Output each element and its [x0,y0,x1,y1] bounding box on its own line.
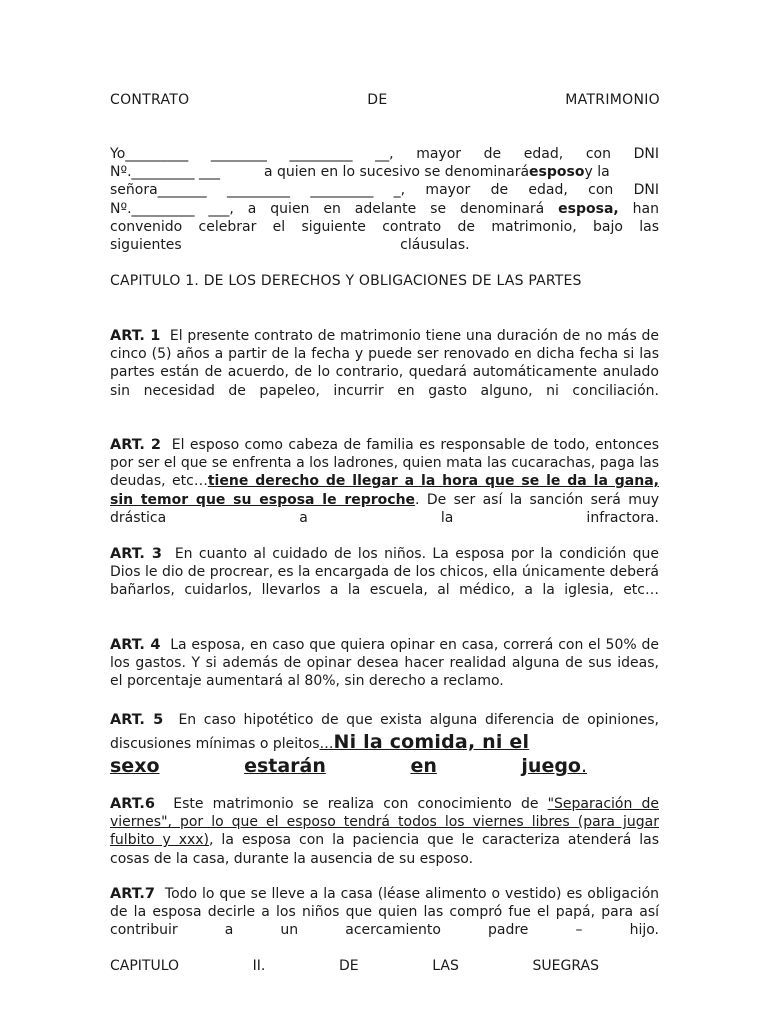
emphasis-line [110,755,581,777]
emphasis-word: juego [521,755,581,777]
article-label: ART. 3 [110,546,163,562]
article-emphasis: Ni la comida, ni el [333,731,530,753]
article-ellipsis: … [319,736,334,752]
article-label: ART. 4 [110,637,161,653]
intro-dni-blank: Nº._________ ___ [110,164,220,181]
intro-line [110,163,659,181]
title-word-de: DE [367,92,388,108]
emphasis-word: sexo [110,755,160,777]
article-text: Este matrimonio se realiza con conocimiento de [173,796,548,812]
article-label: ART. 1 [110,328,161,344]
article-text: Todo lo que se lleve a la casa (léase alimento o vestido) es obligación de la esposa decirle a los niños que quien las compró fue el papá, para así contribuir a un acercamiento padre – hijo. [110,886,660,939]
title-word-matrimonio: MATRIMONIO [565,92,660,108]
article-label: ART.7 [110,886,156,902]
chapter-word: CAPITULO [110,958,180,974]
article-underlined: "Separación de viernes", por lo que el esposo tendrá todos los viernes libres (para jugar fulbito y xxx) [110,796,659,849]
chapter-word: LAS [432,958,459,974]
chapter-word: SUEGRAS [532,958,599,974]
article-3 [110,545,659,600]
intro-line: Yo_________ ________ _________ __, mayor de edad, con DNI [110,146,659,162]
article-text: . De ser así la sanción será muy drástica a la infractora. [110,491,660,526]
article-text: La esposa, en caso que quiera opinar en casa, correrá con el 50% de los gastos. Y si además de opinar desea hacer realidad alguna de sus ideas, el porcentaje aumentará al 80%, sin derecho a reclamo. [110,637,660,690]
intro-text: han [618,200,659,217]
article-1 [110,327,659,400]
article-5-last-line [110,755,659,777]
term-esposa: esposa, [558,200,619,217]
intro-line [110,200,659,218]
emphasis-word: en [410,755,437,777]
article-text: El presente contrato de matrimonio tiene una duración de no más de cinco (5) años a partir de la fecha y puede ser renovado en dicha fecha si las partes están de acuerdo, de lo contrario, quedará automáticamente anulado sin necesidad de papeleo, incurrir en gasto alguno, ni conciliación. [110,328,659,399]
emphasis-end: . [581,755,588,777]
intro-text [110,236,659,254]
chapter-2-heading [110,958,599,974]
document-title [110,92,660,108]
article-label: ART.6 [110,796,156,812]
article-label: ART. 2 [110,437,162,453]
article-text: , la esposa con la paciencia que le caracteriza atenderá las cosas de la casa, durante la ausencia de su esposo. [110,832,659,867]
title-word-contrato: CONTRATO [110,92,190,108]
article-5-body [110,709,659,755]
chapter-word: II. [252,958,266,974]
intro-paragraph [110,145,659,254]
article-text: En cuanto al cuidado de los niños. La esposa por la condición que Dios le dio de procrear, es la encargada de los chicos, ella únicamente deberá bañarlos, cuidarlos, llevarlos a la escuela, al médico, a la iglesia, etc… [110,546,659,599]
article-label: ART. 5 [110,712,164,728]
article-2 [110,436,659,527]
emphasis-word: estarán [244,755,326,777]
intro-last: siguientes cláusulas. [110,237,470,254]
intro-text: y la [584,164,610,181]
intro-text: a quien en lo sucesivo se denominará [264,164,530,181]
article-4 [110,636,659,691]
article-5 [110,709,659,777]
term-esposo: esposo [529,164,585,181]
article-text: En caso hipotético de que exista alguna diferencia de opiniones, discusiones mínimas o pleitos [110,712,659,752]
intro-line: señora_______ _________ _________ _, mayor de edad, con DNI [110,182,659,199]
intro-text: Nº._________ ___, a quien en adelante se denominará [110,200,559,217]
intro-line: convenido celebrar el siguiente contrato de matrimonio, bajo las [110,218,659,235]
intro-line [110,236,659,254]
chapter-word: DE [339,958,359,974]
chapter-1-heading: CAPITULO 1. DE LOS DERECHOS Y OBLIGACIONES DE LAS PARTES [110,273,582,289]
article-7 [110,885,659,940]
article-text: El esposo como cabeza de familia es responsable de todo, entonces por ser el que se enfrenta a los ladrones, quien mata las cucarachas, paga las deudas, etc… [110,437,659,490]
article-6 [110,795,659,868]
article-emphasis: tiene derecho de llegar a la hora que se le da la gana, sin temor que su esposa le reproche [110,473,659,508]
